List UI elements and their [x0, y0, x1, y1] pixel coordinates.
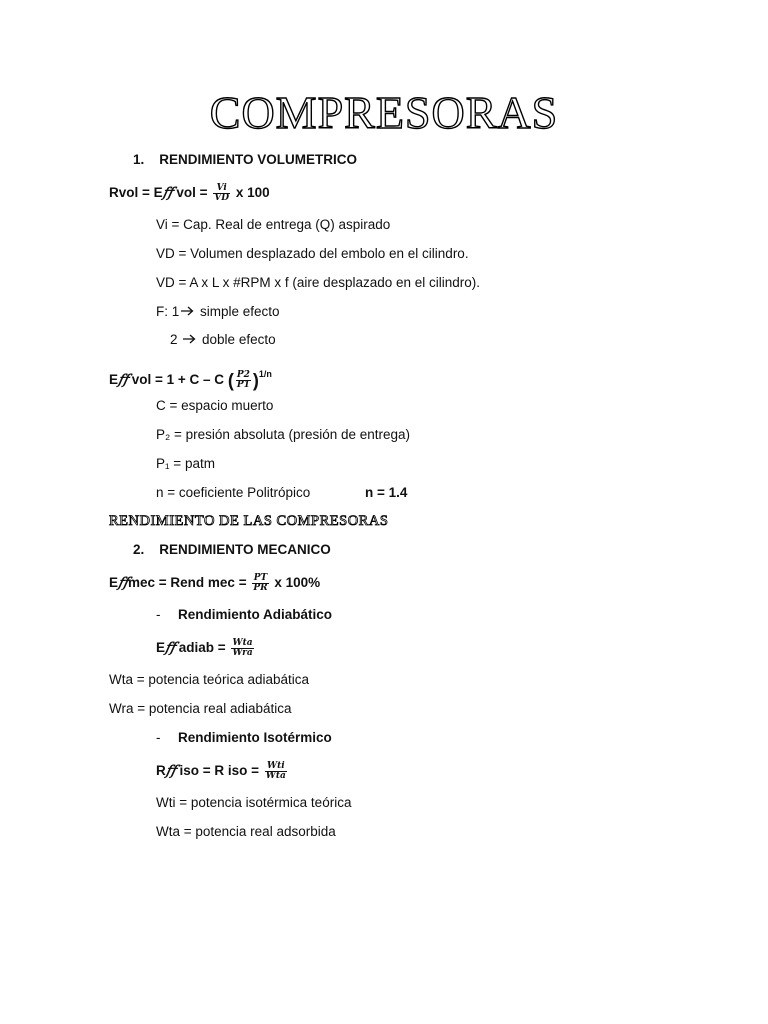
fraction-vi-vd	[213, 184, 230, 203]
section-2-heading: 2. RENDIMIENTO MECANICO	[133, 542, 331, 557]
fraction-numerator: Wta	[232, 637, 253, 648]
def-c: C = espacio muerto	[156, 398, 274, 413]
n-value: n = 1.4	[365, 485, 408, 500]
bullet-dash: -	[156, 730, 161, 745]
def-vd: VD = Volumen desplazado del embolo en el cilindro.	[156, 246, 469, 261]
formula-rhs: x 100	[232, 185, 270, 200]
formula-lhs: Rvol = E	[109, 185, 163, 200]
def-wta-real: Wta = potencia real adsorbida	[156, 824, 336, 839]
def-p2: P₂ = presión absoluta (presión de entrega)	[156, 427, 411, 442]
formula-iso-lhs: R	[156, 763, 166, 778]
fraction-numerator: Vi	[213, 184, 230, 194]
fraction-numerator: P2	[236, 369, 250, 380]
formula-mec-ff: 𝑓𝑓	[118, 575, 129, 591]
formula-ff: 𝑓𝑓	[162, 185, 173, 201]
formula-mid: vol =	[172, 185, 208, 200]
paren-open: (	[227, 370, 234, 391]
def-p1: P₁ = patm	[156, 456, 215, 471]
fraction-numerator: Wti	[265, 762, 287, 772]
def-vd-calc: VD = A x L x #RPM x f (aire desplazado en el cilindro).	[156, 275, 481, 290]
formula-iso-mid: iso = R iso =	[175, 763, 260, 778]
fraction-pt-pr	[252, 574, 268, 593]
fraction-denominator: Wta	[265, 770, 286, 781]
paren-close: )	[252, 370, 259, 391]
fraction-wti-wta	[265, 762, 287, 781]
subtitle: RENDIMIENTO DE LAS COMPRESORAS	[109, 513, 389, 529]
fraction-numerator: PT	[253, 572, 268, 583]
arrow-right-icon	[183, 334, 196, 344]
exponent: 1/n	[258, 369, 272, 379]
formula-mec-lhs: E	[109, 575, 119, 590]
formula-mec-mid: mec = Rend mec =	[128, 575, 247, 590]
section-1-heading: 1. RENDIMIENTO VOLUMETRICO	[133, 152, 358, 167]
def-wti: Wti = potencia isotérmica teórica	[156, 795, 352, 810]
document-title: COMPRESORAS	[209, 87, 559, 138]
formula2-lhs: E	[109, 372, 119, 387]
arrow-right-icon	[181, 306, 194, 316]
eff-mec-formula	[109, 569, 320, 597]
formula-iso-ff: 𝑓𝑓	[165, 763, 176, 779]
f-line-double	[170, 331, 276, 349]
formula-adiab-lhs: E	[156, 640, 166, 655]
formula2-mid: vol = 1 + C – C	[128, 372, 225, 387]
f-line-simple	[156, 303, 280, 321]
f-line-double-post: doble efecto	[198, 332, 276, 347]
formula-mec-rhs: x 100%	[270, 575, 321, 590]
eff-vol-formula	[109, 360, 272, 394]
rvol-formula	[109, 180, 270, 206]
def-vi: Vi = Cap. Real de entrega (Q) aspirado	[156, 217, 391, 232]
def-n: n = coeficiente Politrópico	[156, 485, 311, 500]
fraction-denominator: P1	[236, 379, 250, 390]
bullet-dash: -	[156, 607, 161, 622]
def-wra: Wra = potencia real adiabática	[109, 701, 292, 716]
formula-adiab-ff: 𝑓𝑓	[165, 640, 176, 656]
f-line-double-pre: 2	[170, 332, 178, 347]
f-line-simple-pre: F: 1	[156, 304, 180, 319]
formula-adiab-mid: adiab =	[175, 640, 226, 655]
fraction-denominator: VD	[214, 192, 230, 203]
eff-adiab-formula	[156, 634, 256, 662]
f-line-simple-post: simple efecto	[196, 304, 280, 319]
formula2-ff: 𝑓𝑓	[118, 372, 129, 388]
fraction-denominator: Wra	[232, 647, 253, 658]
fraction-denominator: PR	[253, 582, 268, 593]
adiab-heading: Rendimiento Adiabático	[178, 607, 333, 622]
fraction-p2-p1	[236, 371, 251, 390]
iso-heading: Rendimiento Isotérmico	[178, 730, 332, 745]
def-wta: Wta = potencia teórica adiabática	[109, 672, 309, 687]
fraction-wta-wra	[231, 639, 253, 658]
eff-iso-formula	[156, 757, 289, 785]
